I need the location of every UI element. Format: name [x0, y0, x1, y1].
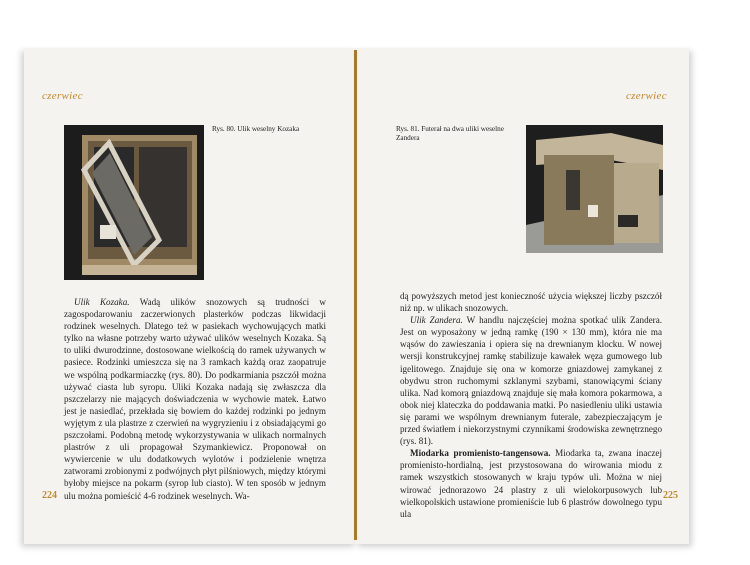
zander-term: Ulik Zandera. — [410, 315, 463, 326]
left-page-number: 224 — [42, 490, 57, 501]
right-page-text — [400, 290, 662, 520]
continuation-paragraph: dą powyższych metod jest konieczność użycia większej liczby pszczół niż np. w ulikach snozowych. — [400, 291, 662, 314]
right-page-header: czerwiec — [626, 90, 667, 102]
kozak-paragraph — [64, 296, 326, 502]
zander-paragraph — [400, 314, 662, 447]
figure-80-caption: Rys. 80. Ulik weselny Kozaka — [212, 125, 300, 133]
kozak-text: Wadą ulików snozowych są trudności w zagospodarowaniu zaczerwionych plasterków podczas likwidacji rodzinek weselnych. Dlatego też w pasiekach wychowujących matki tylko na własne potrzeby warto używać ulików weselnych Kozaka. Są to uliki dwurodzinne, dostosowane wielkością do ramek używanych w pasiece. Rodzinki umieszcza się na 3 ramkach każdą oraz zaopatruje we wspólną podkarmiaczkę (rys. 80). Do podkarmiania pszczół można używać ciasta lub syropu. Uliki Kozaka nadają się zwłaszcza dla pszczelarzy nie mających doświadczenia w wychowie matek. Łatwo jest je nasiedlać, przekłada się bowiem do każdej rodzinki po jednym wyjętym z ula plastrze z czerwień na wygryzieniu i z obsiadającymi go pszczołami. Podobną metodę wykorzystywania w ulikach normalnych plastrów z uli propagował Szymankiewicz. Proponował on wywiercenie w ulu dodatkowych wylotów i podzielenie wnętrza zatworami zrobionymi z podwójnych płyt pilśniowych, między którymi byłoby miejsce na pokarm (syrop lub ciasto). W ten sposób w jednym ulu można pomieścić 4-6 rodzinek weselnych. Wa- — [64, 297, 326, 501]
kozak-hive-photo — [64, 125, 204, 280]
kozak-term: Ulik Kozaka. — [74, 297, 130, 307]
left-page-header: czerwiec — [42, 90, 83, 102]
book-spine — [354, 50, 357, 540]
left-page-text — [64, 296, 326, 502]
zander-text: W handlu najczęściej można spotkać ulik Zandera. Jest on wyposażony w jedną ramkę (190 × 130 mm), która nie ma wąsów do zawieszania i opiera się na drewnianym klocku. W nowej wersji konstrukcyjnej ramkę stabilizuje kawałek węza gumowego lub igelitowego. Znajduje się ona w komorze gniazdowej zamykanej z obydwu stron ruchomymi szklanymi szybami, stanowiącymi ściany ulika. Nad komorą gniazdową znajduje się mała komora pokarmowa, a obok niej klateczka do poddawania matki. Po nasiedleniu uliki ustawia się parami we wspólnym drewnianym futerale, zabezpieczającym je przed światłem i niekorzystnymi czynnikami środowiska zewnętrznego (rys. 81). — [400, 315, 663, 447]
extractor-paragraph — [400, 447, 662, 520]
zander-hive-photo — [526, 125, 663, 253]
extractor-text: Miodarka ta, zwana inaczej promienisto-hordialną, jest przystosowana do wirowania miodu z ramek wszystkich stosowanych w kraju typów uli. Można w niej wirować jednorazowo 24 plastry z uli wielokorpusowych lub wielkopolskich ustawione promieniście lub 6 plastrów dowolnego typu ula — [400, 448, 662, 519]
figure-81-caption: Rys. 81. Futerał na dwa uliki weselne Zandera — [396, 125, 504, 142]
right-page-number: 225 — [663, 490, 678, 501]
extractor-term: Miodarka promienisto-tangensowa. — [410, 448, 551, 459]
